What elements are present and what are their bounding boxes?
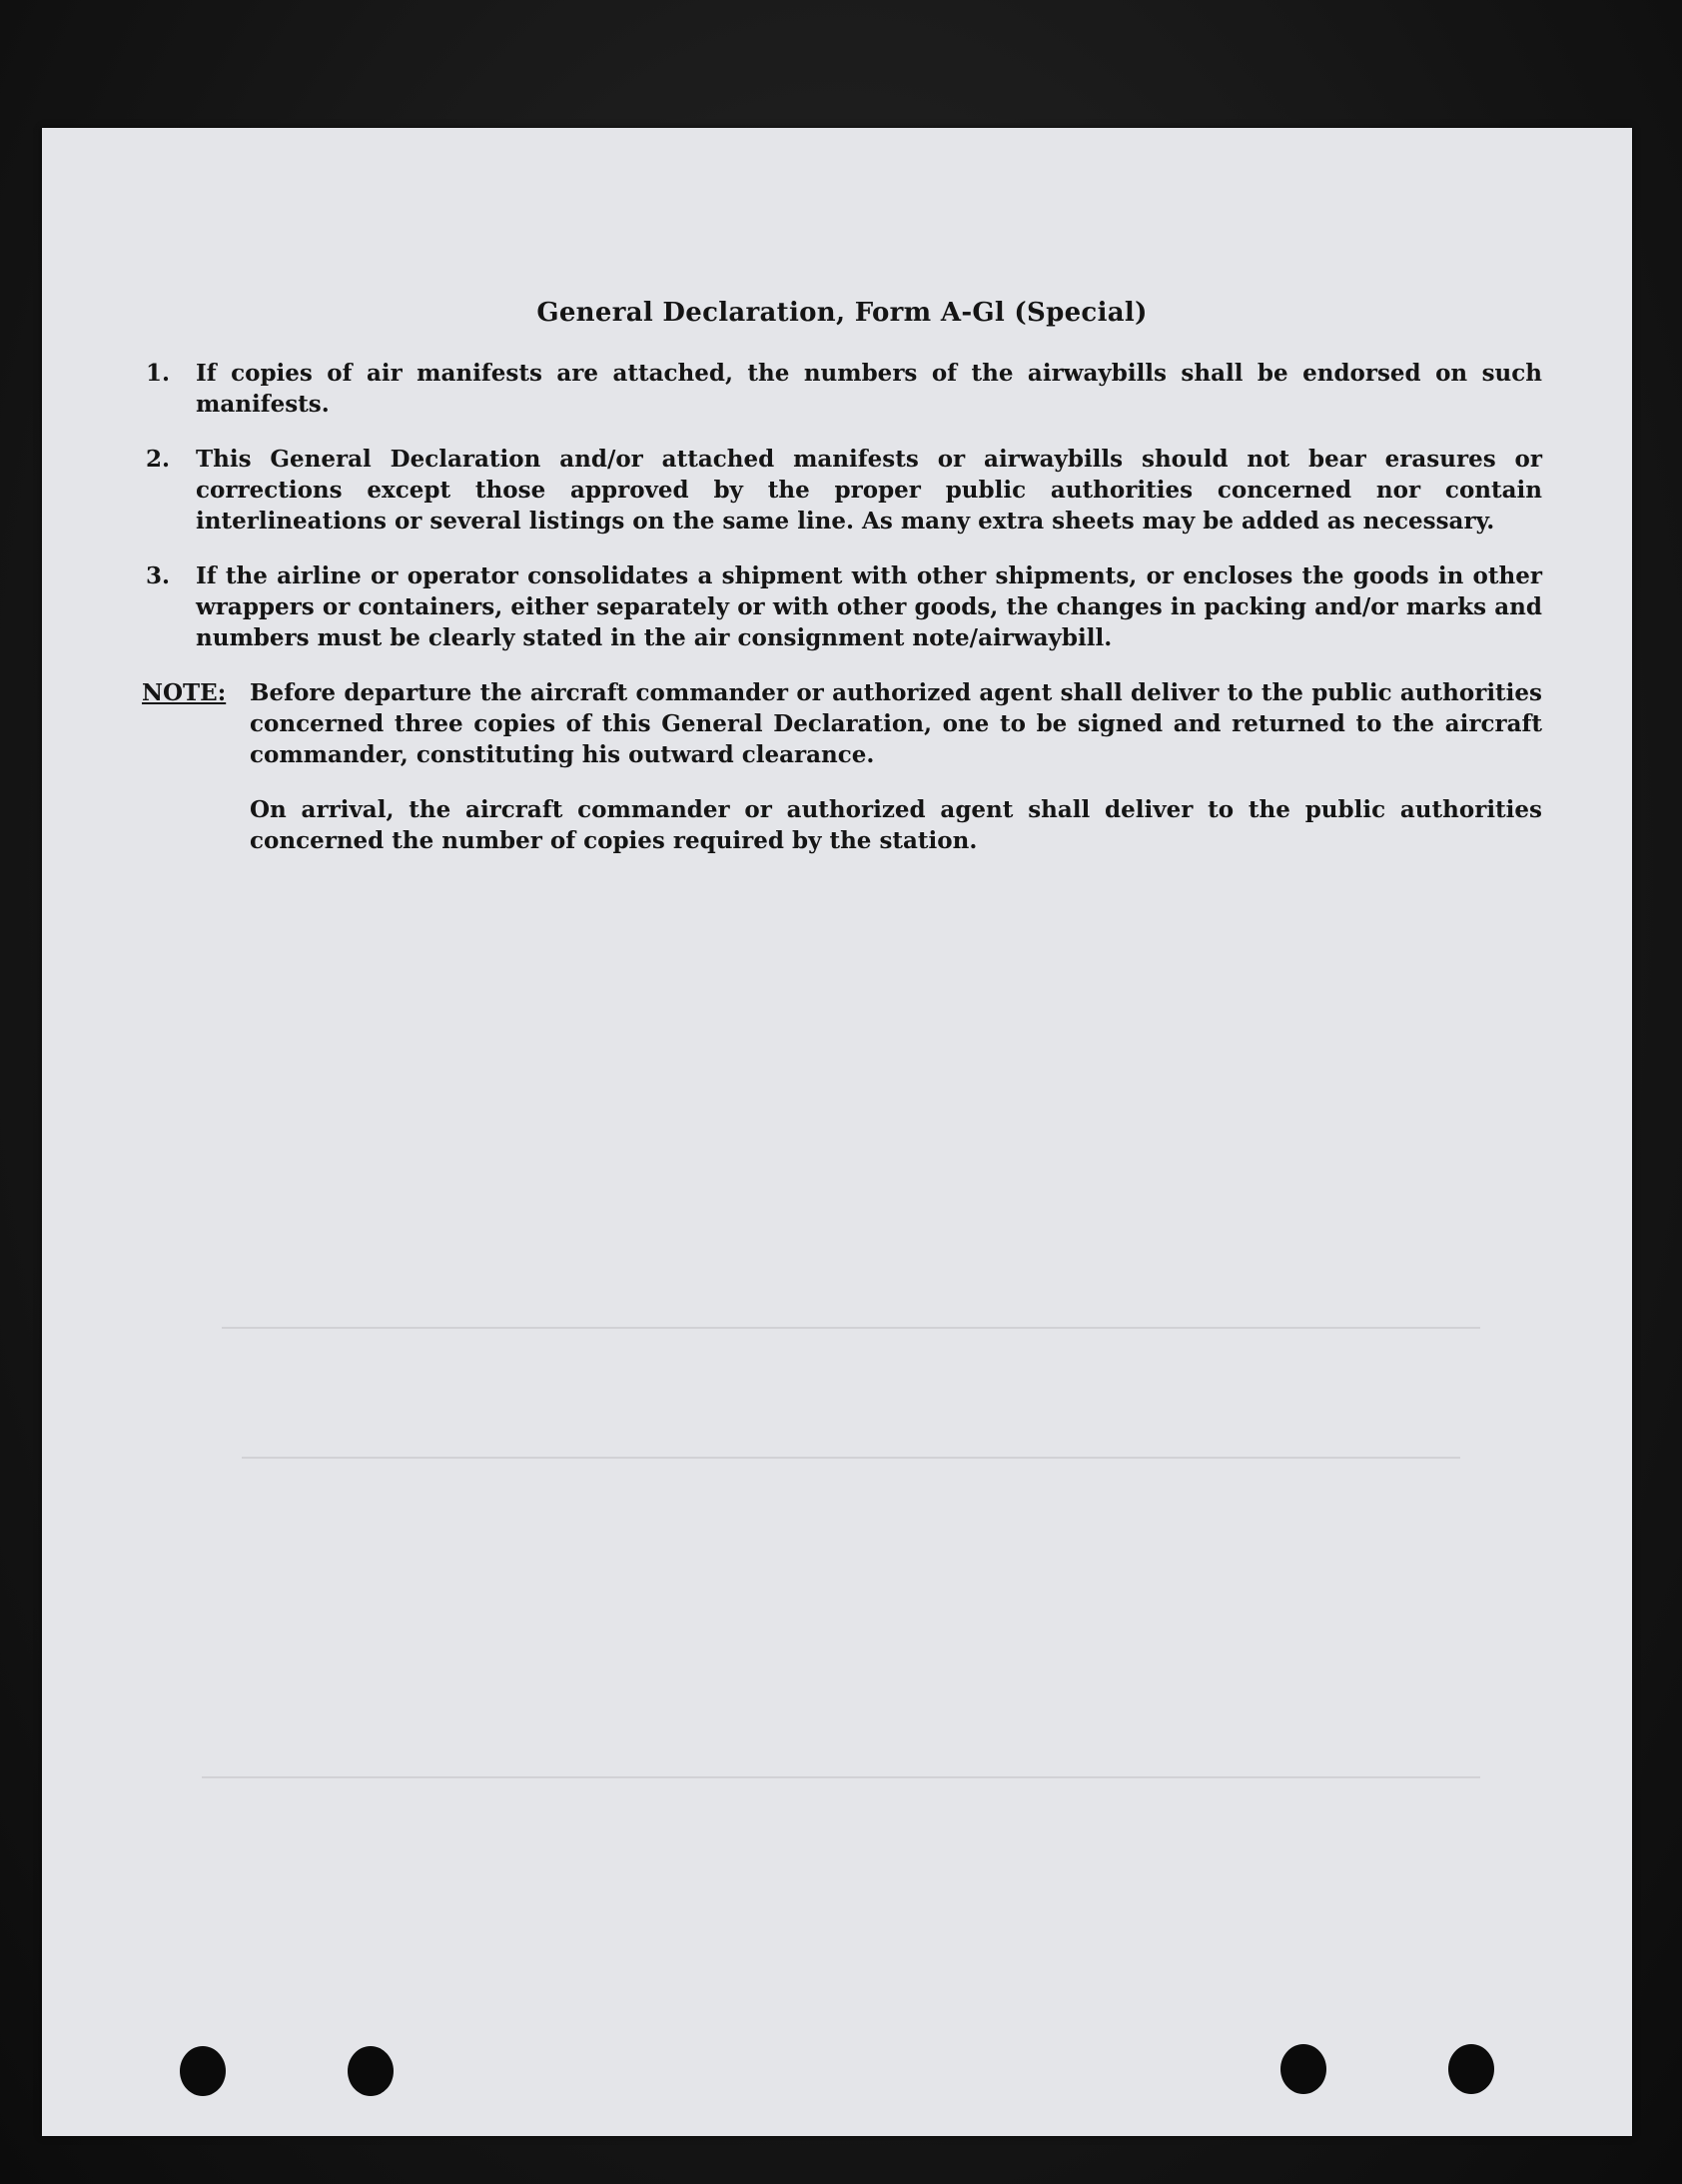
list-item-number: 2. (146, 446, 171, 473)
list-item (142, 358, 1542, 420)
list-item-text: If copies of air manifests are attached, the numbers of the airwaybills shall be endorsed on such manifests. (196, 360, 1542, 418)
list-item-text: If the airline or operator consolidates a shipment with other shipments, or encloses the goods in other wrappers or containers, either separately or with other goods, the changes in packing and/or marks and numbers must be clearly stated in the air consignment note/airwaybill. (196, 562, 1542, 651)
punch-hole (180, 2046, 226, 2096)
list-item-text: This General Declaration and/or attached manifests or airwaybills should not bear erasures or corrections except those approved by the proper public authorities concerned nor contain interlineations or several listings on the same line. As many extra sheets may be added as necessary. (196, 446, 1542, 535)
punch-hole (1280, 2044, 1326, 2094)
punch-hole (348, 2046, 394, 2096)
document-body (142, 298, 1542, 856)
punch-hole (1448, 2044, 1494, 2094)
list-item-number: 3. (146, 562, 171, 589)
document-page (42, 128, 1632, 2136)
note-paragraph: Before departure the aircraft commander or authorized agent shall deliver to the public authorities concerned three copies of this General Declaration, one to be signed and returned to the aircraft commander, constituting his outward clearance. (250, 679, 1542, 768)
list-item (142, 444, 1542, 537)
list-item-number: 1. (146, 360, 171, 387)
list-item (142, 560, 1542, 653)
note-block (142, 677, 1542, 770)
bleed-through-line (202, 1776, 1480, 1778)
note-paragraph: On arrival, the aircraft commander or authorized agent shall deliver to the public authorities concerned the number of copies required by the station. (250, 796, 1542, 854)
bleed-through-line (242, 1457, 1460, 1459)
note-label: NOTE: (142, 679, 227, 706)
bleed-through-line (222, 1327, 1480, 1329)
document-title: General Declaration, Form A-Gl (Special) (536, 298, 1148, 328)
